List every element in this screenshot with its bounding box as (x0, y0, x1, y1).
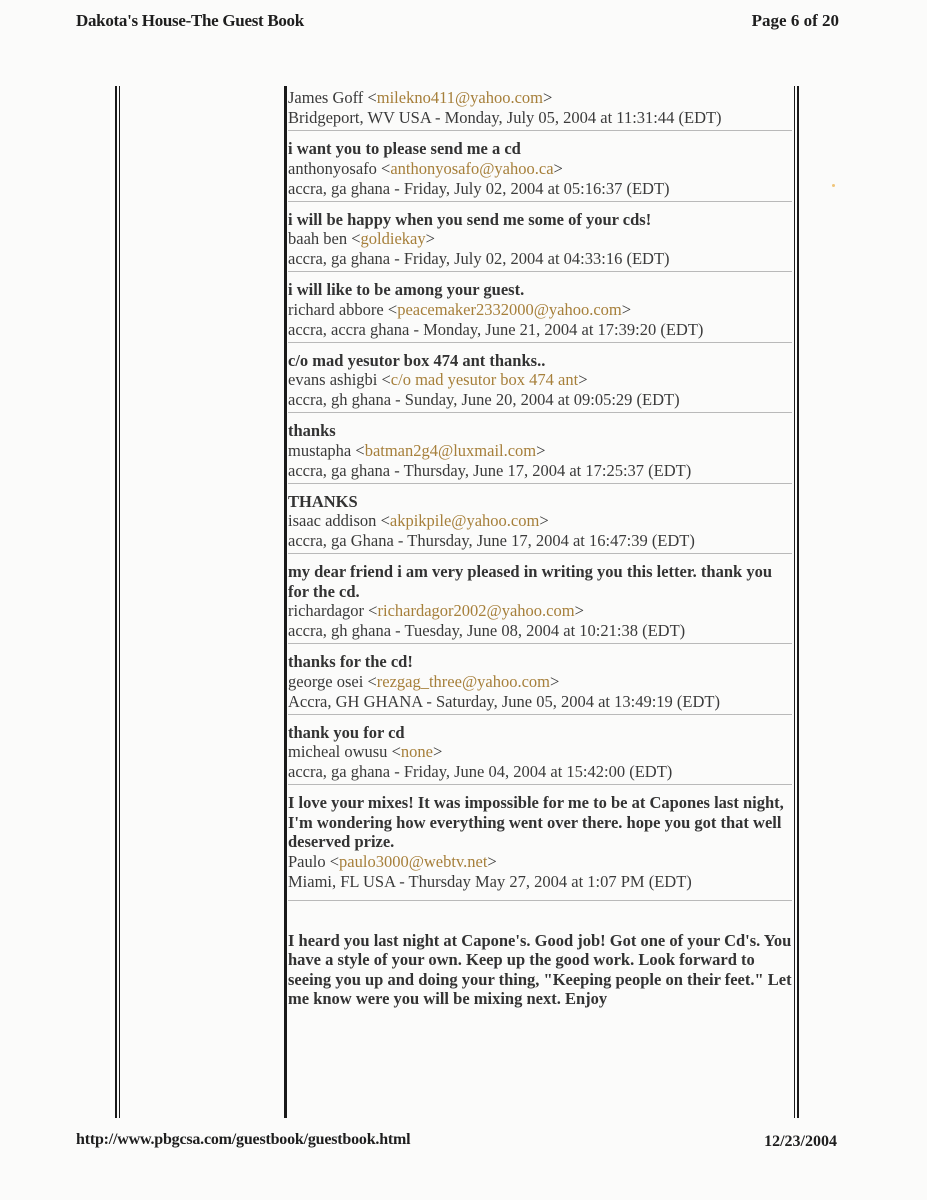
entry-author-name: isaac addison (288, 511, 377, 530)
entry-email-link[interactable]: paulo3000@webtv.net (339, 851, 488, 871)
entry-message: thanks (288, 421, 336, 440)
guestbook-entry-partial (288, 923, 792, 1011)
entry-message: my dear friend i am very pleased in writing you this letter. thank you for the cd. (288, 562, 773, 601)
entry-location-date: Bridgeport, WV USA - Monday, July 05, 2004 at 11:31:44 (EDT) (288, 108, 722, 127)
email-close-bracket: > (425, 229, 435, 248)
entry-location-date: Accra, GH GHANA - Saturday, June 05, 2004 at 13:49:19 (EDT) (288, 691, 720, 711)
content-right-border (797, 86, 799, 1118)
scan-speck (832, 184, 835, 187)
email-close-bracket: > (487, 851, 497, 871)
page-number: Page 6 of 20 (751, 11, 839, 30)
entry-message: I heard you last night at Capone's. Good job! Got one of your Cd's. You have a style of your own. Keep up the good work. Look forward to seeing you up and doing your thing, "Keeping people on their feet." Let me know were you will be mixing next. Enjoy (288, 930, 792, 1008)
email-open-bracket: < (351, 440, 365, 460)
entry-author-name: mustapha (288, 440, 352, 460)
entry-message: I love your mixes! It was impossible for me to be at Capones last night, I'm wondering how everything went over there. hope you got that well deserved prize. (288, 793, 784, 851)
entry-email-link[interactable]: akpikpile@yahoo.com (389, 511, 540, 530)
entry-author-line (288, 742, 792, 762)
entry-email-link[interactable]: none (400, 742, 433, 761)
entry-message: i want you to please send me a cd (288, 139, 521, 158)
guestbook-entry (288, 131, 792, 202)
entry-email-link[interactable]: goldiekay (360, 229, 426, 248)
entry-author-line (288, 229, 792, 249)
entry-author-line (288, 601, 792, 621)
email-open-bracket: < (363, 671, 377, 691)
entry-email-link[interactable]: anthonyosafo@yahoo.ca (390, 158, 554, 178)
entry-email-link[interactable]: c/o mad yesutor box 474 ant (390, 370, 579, 389)
email-close-bracket: > (536, 440, 546, 460)
guestbook-entry (288, 484, 792, 555)
guestbook-entry (288, 413, 792, 484)
left-border-line-inner (119, 86, 120, 1118)
entry-email-link[interactable]: richardagor2002@yahoo.com (377, 601, 575, 620)
email-open-bracket: < (376, 158, 391, 178)
entry-author-line (288, 852, 792, 872)
entry-location-date: accra, ga Ghana - Thursday, June 17, 2004 at 16:47:39 (EDT) (288, 531, 695, 550)
entry-email-link[interactable]: batman2g4@luxmail.com (364, 440, 537, 460)
entry-author-name: evans ashigbi (288, 370, 378, 389)
entry-author-name: richard abbore (288, 299, 384, 319)
content-right-border-inner (794, 86, 795, 1118)
entry-message: thanks for the cd! (288, 652, 413, 671)
entry-email-link[interactable]: peacemaker2332000@yahoo.com (397, 299, 622, 319)
entry-message: c/o mad yesutor box 474 ant thanks.. (288, 350, 546, 370)
entry-author-line (288, 300, 792, 320)
entry-author-name: James Goff (288, 88, 364, 107)
entry-location-date: accra, gh ghana - Sunday, June 20, 2004 at 09:05:29 (EDT) (288, 390, 680, 409)
email-open-bracket: < (383, 299, 398, 319)
email-open-bracket: < (363, 88, 377, 107)
entry-author-name: richardagor (288, 601, 365, 620)
entry-message: THANKS (288, 491, 358, 511)
email-close-bracket: > (553, 158, 563, 178)
entry-author-line (288, 441, 792, 461)
entry-author-name: george osei (288, 671, 364, 691)
entry-message: thank you for cd (288, 722, 405, 742)
entry-location-date: Miami, FL USA - Thursday May 27, 2004 at 1:07 PM (EDT) (288, 871, 692, 891)
left-border-line (115, 86, 117, 1118)
entry-author-name: anthonyosafo (288, 158, 377, 178)
entry-spacer (288, 901, 792, 923)
guestbook-entry (288, 88, 792, 131)
entry-location-date: accra, ga ghana - Friday, July 02, 2004 at 04:33:16 (EDT) (288, 249, 670, 268)
email-open-bracket: < (364, 601, 378, 620)
entry-author-line (288, 672, 792, 692)
entry-location-date: accra, ga ghana - Thursday, June 17, 2004 at 17:25:37 (EDT) (288, 460, 692, 480)
guestbook-entry (288, 554, 792, 644)
email-open-bracket: < (376, 511, 390, 530)
footer-url: http://www.pbgcsa.com/guestbook/guestbook.html (76, 1131, 411, 1148)
entry-author-line (288, 370, 792, 390)
entry-location-date: accra, accra ghana - Monday, June 21, 2004 at 17:39:20 (EDT) (288, 319, 704, 339)
entry-message: i will be happy when you send me some of your cds! (288, 209, 652, 229)
email-close-bracket: > (578, 370, 588, 389)
email-close-bracket: > (621, 299, 632, 319)
email-close-bracket: > (539, 511, 549, 530)
entry-location-date: accra, ga ghana - Friday, June 04, 2004 at 15:42:00 (EDT) (288, 762, 673, 781)
entry-author-line (288, 159, 792, 179)
email-open-bracket: < (387, 742, 401, 761)
entry-email-link[interactable]: rezgag_three@yahoo.com (376, 671, 550, 691)
entry-author-name: baah ben (288, 229, 348, 248)
email-close-bracket: > (574, 601, 584, 620)
email-close-bracket: > (550, 671, 560, 691)
guestbook-entry (288, 272, 792, 343)
guestbook-entry (288, 343, 792, 414)
entry-location-date: accra, gh ghana - Tuesday, June 08, 2004 at 10:21:38 (EDT) (288, 621, 686, 640)
email-close-bracket: > (432, 742, 443, 761)
footer-date: 12/23/2004 (764, 1133, 837, 1150)
email-close-bracket: > (543, 88, 553, 107)
guestbook-entry (288, 202, 792, 273)
guestbook-entry (288, 785, 792, 901)
entry-author-name: micheal owusu (288, 742, 388, 761)
guestbook-entry-list (288, 88, 792, 1011)
page-header-title: Dakota's House-The Guest Book (76, 11, 304, 30)
entry-author-name: Paulo (288, 851, 326, 871)
content-left-border (284, 86, 287, 1118)
email-open-bracket: < (377, 370, 391, 389)
entry-author-line (288, 511, 792, 531)
entry-email-link[interactable]: milekno411@yahoo.com (376, 88, 544, 107)
guestbook-entry (288, 644, 792, 715)
email-open-bracket: < (325, 851, 340, 871)
email-open-bracket: < (347, 229, 361, 248)
entry-message: i will like to be among your guest. (288, 280, 525, 299)
entry-author-line (288, 88, 792, 108)
guestbook-entry (288, 715, 792, 786)
entry-location-date: accra, ga ghana - Friday, July 02, 2004 at 05:16:37 (EDT) (288, 178, 670, 198)
